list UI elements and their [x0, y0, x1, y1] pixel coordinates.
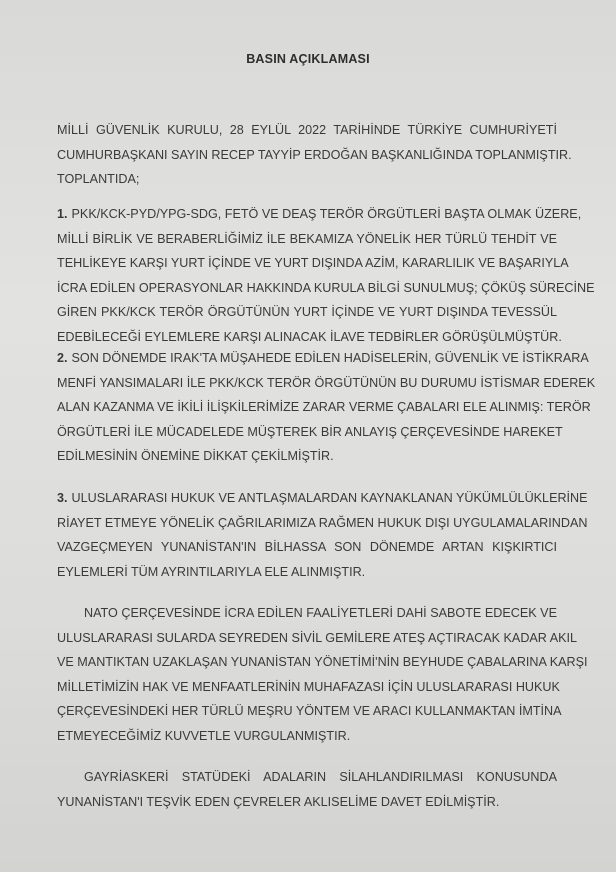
- paragraph-line: [57, 399, 591, 415]
- paragraph-number: 1.: [57, 207, 68, 221]
- line-text: VAZGEÇMEYEN YUNANİSTAN'IN BİLHASSA SON DÖNEMDE ARTAN KIŞKIRTICI: [57, 540, 557, 554]
- line-text: EDEBİLECEĞİ EYLEMLERE KARŞI ALINACAK İLAVE TEDBİRLER GÖRÜŞÜLMÜŞTÜR.: [57, 329, 562, 344]
- paragraph-line: [57, 375, 596, 391]
- paragraph-line: [57, 231, 557, 247]
- line-text: ALAN KAZANMA VE İKİLİ İLİŞKİLERİMİZE ZARAR VERME ÇABALARI ELE ALINMIŞ: TERÖR: [57, 400, 591, 414]
- paragraph-line: [57, 448, 557, 464]
- paragraph-line: [57, 564, 557, 580]
- line-text: TOPLANTIDA;: [57, 172, 140, 186]
- line-text: ÖRGÜTLERİ İLE MÜCADELEDE MÜŞTEREK BİR ANLAYIŞ ÇERÇEVESİNDE HAREKET: [57, 424, 563, 439]
- paragraph-line: [84, 769, 557, 785]
- line-text: TEHLİKEYE KARŞI YURT İÇİNDE VE YURT DIŞINDA AZİM, KARARLILIK VE BAŞARIYLA: [57, 256, 569, 270]
- paragraph-line: [57, 679, 560, 695]
- paragraph-line: [57, 794, 557, 810]
- paragraph-line: [57, 329, 562, 345]
- line-text: EDİLMESİNİN ÖNEMİNE DİKKAT ÇEKİLMİŞTİR.: [57, 449, 334, 463]
- line-text: NATO ÇERÇEVESİNDE İCRA EDİLEN FAALİYETLERİ DAHİ SABOTE EDECEK VE: [84, 606, 557, 620]
- line-text: İCRA EDİLEN OPERASYONLAR HAKKINDA KURULA BİLGİ SUNULMUŞ; ÇÖKÜŞ SÜRECİNE: [57, 280, 595, 295]
- line-text: ETMEYECEĞİMİZ KUVVETLE VURGULANMIŞTIR.: [57, 728, 351, 743]
- line-text: GAYRİASKERİ STATÜDEKİ ADALARIN SİLAHLANDIRILMASI KONUSUNDA: [84, 770, 557, 784]
- paragraph-line: [57, 280, 595, 296]
- line-text: EYLEMLERİ TÜM AYRINTILARIYLA ELE ALINMIŞTIR.: [57, 564, 366, 579]
- line-text: SON DÖNEMDE IRAK'TA MÜŞAHEDE EDİLEN HADİSELERİN, GÜVENLİK VE İSTİKRARA: [71, 351, 589, 365]
- line-text: ÇERÇEVESİNDEKİ HER TÜRLÜ MEŞRU YÖNTEM VE ARACI KULLANMAKTAN İMTİNA: [57, 704, 562, 718]
- line-text: MİLLİ BİRLİK VE BERABERLİĞİMİZ İLE BEKAMIZA YÖNELİK HER TÜRLÜ TEHDİT VE: [57, 231, 557, 246]
- paragraph-line: [57, 206, 582, 222]
- paragraph-line: [57, 122, 557, 138]
- line-text: CUMHURBAŞKANI SAYIN RECEP TAYYİP ERDOĞAN BAŞKANLIĞINDA TOPLANMIŞTIR.: [57, 147, 572, 162]
- line-text: YUNANİSTAN'I TEŞVİK EDEN ÇEVRELER AKLISELİME DAVET EDİLMİŞTİR.: [57, 794, 500, 809]
- paragraph-line: [57, 630, 578, 646]
- paragraph-line: [84, 605, 557, 621]
- paragraph-line: [57, 703, 562, 719]
- line-text: GİREN PKK/KCK TERÖR ÖRGÜTÜNÜN YURT İÇİNDE VE YURT DIŞINDA TEVESSÜL: [57, 305, 557, 319]
- paragraph-line: [57, 424, 563, 440]
- document-title: BASIN AÇIKLAMASI: [246, 52, 370, 66]
- paragraph-line: [57, 490, 588, 506]
- line-text: MİLLİ GÜVENLİK KURULU, 28 EYLÜL 2022 TARİHİNDE TÜRKİYE CUMHURİYETİ: [57, 123, 557, 137]
- paragraph-line: [57, 539, 557, 555]
- line-text: RİAYET ETMEYE YÖNELİK ÇAĞRILARIMIZA RAĞMEN HUKUK DIŞI UYGULAMALARINDAN: [57, 515, 588, 530]
- line-text: MENFİ YANSIMALARI İLE PKK/KCK TERÖR ÖRGÜTÜNÜN BU DURUMU İSTİSMAR EDEREK: [57, 375, 596, 390]
- line-text: MİLLETİMİZİN HAK VE MENFAATLERİNİN MUHAFAZASI İÇİN ULUSLARARASI HUKUK: [57, 679, 560, 694]
- paragraph-line: [57, 728, 557, 744]
- paragraph-line: [57, 350, 589, 366]
- line-text: VE MANTIKTAN UZAKLAŞAN YUNANİSTAN YÖNETİMİ'NİN BEYHUDE ÇABALARINA KARŞI: [57, 655, 588, 669]
- line-text: ULUSLARARASI SULARDA SEYREDEN SİVİL GEMİLERE ATEŞ AÇTIRACAK KADAR AKIL: [57, 630, 578, 645]
- paragraph-number: 3.: [57, 491, 68, 505]
- paragraph-line: [57, 515, 588, 531]
- paragraph-line: [57, 654, 588, 670]
- paragraph-number: 2.: [57, 351, 68, 365]
- paragraph-line: [57, 304, 557, 320]
- paragraph-line: [57, 171, 557, 187]
- paragraph-line: [57, 255, 569, 271]
- line-text: PKK/KCK-PYD/YPG-SDG, FETÖ VE DEAŞ TERÖR ÖRGÜTLERİ BAŞTA OLMAK ÜZERE,: [71, 207, 582, 221]
- paragraph-line: [57, 147, 572, 163]
- line-text: ULUSLARARASI HUKUK VE ANTLAŞMALARDAN KAYNAKLANAN YÜKÜMLÜLÜKLERİNE: [71, 491, 588, 505]
